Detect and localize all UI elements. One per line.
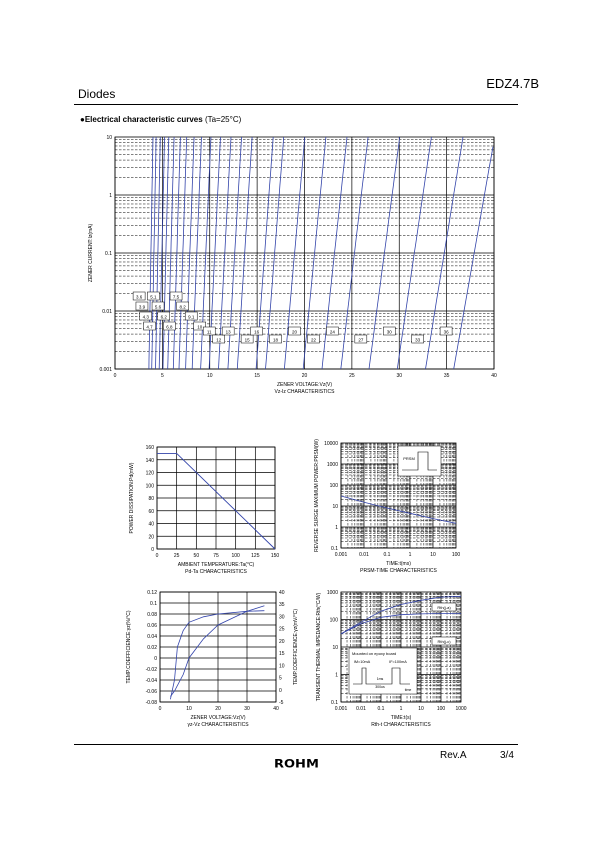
y-tick-label: 1000 — [326, 590, 338, 596]
x-tick-label: 40 — [273, 706, 279, 712]
y-tick-label: 0 — [154, 656, 157, 662]
y-tick-label: -0.02 — [145, 667, 157, 673]
series-label: 3.6 — [135, 294, 143, 300]
x-axis-label: AMBIENT TEMPERATURE:Ta(°C) — [177, 562, 255, 568]
y-tick-label: 0.1 — [331, 546, 338, 552]
x-tick-label: 30 — [396, 373, 403, 379]
mount-note: Mounted on epoxy board — [352, 651, 397, 656]
y2-tick-label: 15 — [279, 651, 285, 658]
y-tick-label: 0.01 — [102, 309, 112, 315]
series-label: 7.5 — [172, 294, 180, 300]
x-tick-label: 25 — [173, 553, 180, 559]
prsm-time-curve — [341, 496, 456, 523]
series-label: 20 — [291, 329, 298, 335]
y-tick-label: 10 — [106, 135, 112, 141]
y2-tick-label: 30 — [279, 614, 285, 621]
y-tick-label: -0.08 — [145, 700, 157, 706]
x-tick-label: 100 — [436, 706, 446, 712]
series-label: 9.1 — [188, 314, 195, 320]
x-tick-label: 0.001 — [334, 552, 348, 558]
x-tick-label: 40 — [491, 373, 497, 379]
series-label: 11 — [206, 329, 212, 335]
time-axis-note: time — [404, 688, 412, 692]
x-tick-label: 1000 — [455, 706, 467, 712]
inset-pulse-box — [398, 446, 441, 476]
y-tick-label: 0.08 — [147, 612, 157, 618]
y2-tick-label: 40 — [279, 590, 285, 596]
y-tick-label: 1 — [335, 672, 338, 679]
y-tick-label: 10 — [332, 645, 338, 651]
y-tick-label: 10 — [332, 504, 338, 510]
x-tick-label: 20 — [215, 706, 221, 712]
y-tick-label: 10000 — [324, 441, 338, 447]
x-tick-label: 50 — [193, 553, 200, 559]
series-label: 5.1 — [150, 294, 157, 300]
y-tick-label: 1 — [109, 193, 112, 199]
y2-tick-label: 25 — [279, 626, 285, 633]
x-axis-label: ZENER VOLTAGE:Vz(V) — [190, 715, 246, 721]
y-tick-label: 0.02 — [147, 645, 157, 651]
x-tick-label: 35 — [443, 373, 450, 379]
y-tick-label: -0.04 — [145, 678, 157, 684]
x-tick-label: 1 — [408, 552, 412, 558]
y2-axis-label: TEMP.COEFFICIENCE:γz(mV/°C) — [293, 608, 299, 686]
y-tick-label: 120 — [145, 470, 154, 477]
y-tick-label: 100 — [145, 483, 154, 490]
chart-caption: γz-Vz CHARACTERISTICS — [187, 722, 249, 728]
x-tick-label: 10 — [206, 373, 213, 379]
prsm-inset-label: PRSM — [403, 456, 415, 461]
x-axis-label: ZENER VOLTAGE:Vz(V) — [276, 382, 333, 388]
y-tick-label: 40 — [148, 521, 154, 528]
page-number: 3/4 — [500, 750, 514, 761]
x-tick-label: 75 — [213, 553, 219, 559]
x-tick-label: 0.01 — [359, 552, 369, 558]
y-tick-label: 0.1 — [105, 251, 112, 257]
x-tick-label: 10 — [186, 706, 192, 712]
y-axis-label: POWER DISSIPATION:Pd(mW) — [129, 462, 135, 534]
interval-note: 300us — [375, 685, 385, 689]
series-label: 8.2 — [179, 304, 186, 310]
y-axis-label: REVERSE SURGE MAXIMUM POWER:PRSM(W) — [314, 439, 320, 552]
y2-tick-label: 10 — [279, 663, 285, 670]
y2-tick-label: 35 — [279, 602, 285, 609]
im-note: IM=10mA — [353, 660, 371, 664]
x-tick-label: 100 — [231, 553, 240, 559]
y-tick-label: 0.06 — [147, 623, 157, 629]
gamma-vz-curve — [170, 606, 264, 697]
y-axis-label: ZENER CURRENT:Iz(mA) — [88, 223, 94, 283]
series-label: 24 — [329, 329, 335, 335]
x-tick-label: 20 — [301, 373, 308, 379]
series-label: 5.6 — [154, 304, 162, 310]
x-tick-label: 15 — [254, 373, 260, 379]
series-label: 33 — [415, 337, 421, 343]
y-tick-label: 0 — [151, 547, 154, 553]
x-axis-label: TIME:t(s) — [390, 715, 412, 721]
y-tick-label: 100 — [329, 483, 338, 489]
x-tick-label: 0 — [113, 373, 117, 379]
x-axis-label: TIME:t(ms) — [386, 561, 411, 567]
section-condition: (Ta=25°C) — [204, 115, 242, 124]
y2-tick-label: -5 — [279, 700, 284, 706]
x-tick-label: 0.1 — [377, 706, 385, 712]
revision-label: Rev.A — [440, 750, 467, 761]
footer-rule — [74, 744, 518, 745]
x-tick-label: 0.1 — [383, 552, 391, 558]
pulse-width-note: 1ms — [376, 677, 384, 681]
y-tick-label: 80 — [148, 496, 154, 502]
section-title: Electrical characteristic curves — [84, 115, 203, 124]
y-tick-label: 0.1 — [331, 700, 338, 706]
part-number: EDZ4.7B — [486, 76, 539, 91]
series-label: 36 — [443, 329, 449, 335]
x-tick-label: 0 — [158, 706, 162, 712]
y2-tick-label: 5 — [279, 675, 282, 682]
x-tick-label: 5 — [160, 373, 164, 379]
series-label: 16 — [254, 329, 260, 335]
series-label: 15 — [244, 337, 250, 343]
series-label: 18 — [273, 337, 279, 343]
category-title: Diodes — [78, 87, 116, 101]
series-label: 3.9 — [138, 304, 146, 310]
y-tick-label: 20 — [148, 534, 154, 541]
series-label: 4.7 — [146, 324, 153, 330]
series-label: 4.3 — [142, 314, 149, 320]
y-tick-label: -0.06 — [145, 689, 157, 695]
y-axis-label: TEMP.COEFFICIENCE:γz(%/°C) — [126, 610, 132, 684]
bullet-icon: ● — [80, 115, 85, 124]
series-label: 6.2 — [160, 314, 167, 320]
vz-iz-curve — [454, 147, 493, 369]
series-label: 10 — [197, 324, 203, 330]
x-tick-label: 25 — [349, 373, 355, 379]
chart-caption: Vz-Iz CHARACTERISTICS — [274, 389, 335, 395]
chart-caption: Rth-t CHARACTERISTICS — [371, 722, 431, 728]
y-axis-label: TRANSIENT THERMAL IMPEDANCE:Rth(°C/W) — [316, 592, 322, 702]
rth-ja-label: Rth(j-a) — [437, 605, 451, 610]
chart-caption: Pd-Ta CHARACTERISTICS — [185, 569, 247, 575]
y-tick-label: 0.12 — [147, 590, 157, 596]
y-tick-label: 1 — [335, 525, 338, 531]
y2-tick-label: 0 — [279, 687, 282, 694]
rth-jc-label: Rth(j-c) — [437, 639, 451, 644]
chart-caption: PRSM-TIME CHARACTERISTICS — [360, 568, 437, 574]
y-tick-label: 0.04 — [147, 634, 157, 640]
y-tick-label: 100 — [329, 617, 338, 624]
series-label: 6.8 — [166, 324, 173, 330]
x-tick-label: 100 — [451, 552, 461, 558]
x-tick-label: 125 — [251, 553, 260, 559]
y-tick-label: 1000 — [326, 462, 338, 468]
y-tick-label: 160 — [145, 445, 154, 451]
x-tick-label: 0 — [155, 553, 159, 559]
rohm-logo: ROHM — [274, 758, 319, 771]
series-label: 12 — [216, 337, 222, 343]
series-label: 22 — [310, 337, 316, 343]
x-tick-label: 1 — [399, 706, 403, 712]
if-note: IF=100mA — [389, 660, 407, 664]
series-label: 30 — [386, 329, 392, 335]
y-tick-label: 0.1 — [150, 601, 157, 607]
y2-tick-label: 20 — [279, 638, 285, 645]
series-label: 27 — [358, 337, 364, 343]
x-tick-label: 10 — [418, 706, 424, 712]
y-tick-label: 140 — [145, 457, 154, 464]
x-tick-label: 150 — [270, 553, 280, 559]
x-tick-label: 0.01 — [356, 706, 366, 712]
y-tick-label: 0.001 — [99, 367, 112, 373]
x-tick-label: 0.001 — [334, 706, 348, 712]
gamma-vz-curve — [170, 611, 264, 700]
x-tick-label: 30 — [244, 706, 250, 712]
series-label: 13 — [225, 329, 231, 335]
y-tick-label: 60 — [148, 508, 154, 515]
x-tick-label: 10 — [430, 552, 436, 558]
